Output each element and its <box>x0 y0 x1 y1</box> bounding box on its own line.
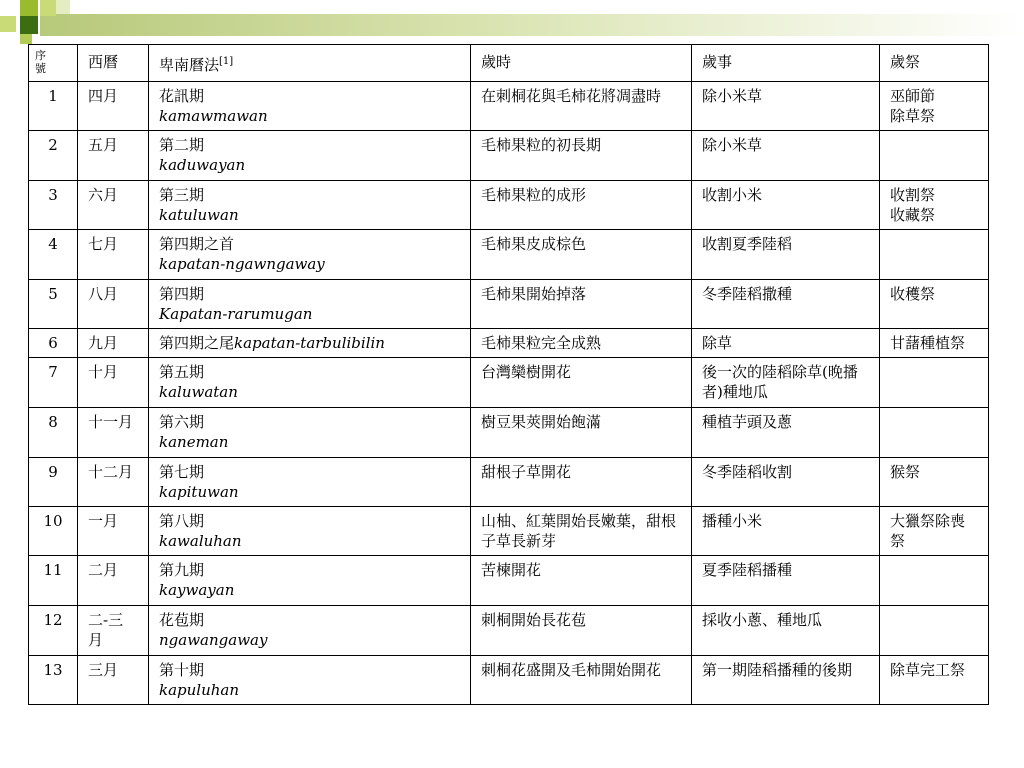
cell-work <box>692 606 880 656</box>
cell-work <box>692 181 880 230</box>
cell-season <box>471 606 692 656</box>
cell-period <box>149 181 471 230</box>
table-row <box>29 507 989 556</box>
row-index: 3 <box>48 186 58 204</box>
cell-period <box>149 606 471 656</box>
row-period-term: kapuluhan <box>159 681 240 699</box>
cell-index <box>29 230 78 280</box>
cell-period <box>149 408 471 458</box>
cell-season <box>471 656 692 705</box>
table-row <box>29 458 989 507</box>
row-period-name: 第九期 <box>159 561 205 579</box>
banner-square <box>0 16 16 32</box>
cell-index <box>29 358 78 408</box>
row-period-name: 第六期 <box>159 413 205 431</box>
table-header-row <box>29 45 989 82</box>
row-index: 11 <box>43 561 63 579</box>
row-month: 十一月 <box>88 413 134 431</box>
cell-work <box>692 230 880 280</box>
cell-index <box>29 181 78 230</box>
row-month: 十二月 <box>88 463 134 481</box>
row-month: 四月 <box>88 87 119 105</box>
row-ritual: 除草完工祭 <box>890 661 966 679</box>
row-season: 毛柿果粒完全成熟 <box>481 334 602 352</box>
cell-index <box>29 280 78 329</box>
row-period-term: kaneman <box>159 433 229 451</box>
row-month: 八月 <box>88 285 119 303</box>
row-month: 六月 <box>88 186 119 204</box>
row-index: 5 <box>48 285 58 303</box>
header-index-label: 序 號 <box>35 49 46 75</box>
row-period-name: 第四期 <box>159 285 205 303</box>
cell-season <box>471 358 692 408</box>
banner-square <box>20 34 32 44</box>
table-row <box>29 82 989 131</box>
cell-ritual <box>880 556 989 606</box>
table-row <box>29 280 989 329</box>
cell-month <box>78 131 149 181</box>
row-month: 三月 <box>88 661 119 679</box>
table-row <box>29 230 989 280</box>
cell-ritual <box>880 358 989 408</box>
banner-square <box>56 0 70 14</box>
cell-index <box>29 656 78 705</box>
row-season: 山柚、紅葉開始長嫩葉，甜根子草長新芽 <box>481 512 677 550</box>
table-row <box>29 131 989 181</box>
cell-period <box>149 507 471 556</box>
cell-season <box>471 280 692 329</box>
row-ritual: 甘藷種植祭 <box>890 334 966 352</box>
row-index: 7 <box>48 363 58 381</box>
cell-season <box>471 408 692 458</box>
row-period-term: kaluwatan <box>159 383 238 401</box>
header-work <box>692 45 880 82</box>
table-row <box>29 656 989 705</box>
table-body <box>29 82 989 705</box>
calendar-table-container <box>28 44 988 705</box>
cell-season <box>471 507 692 556</box>
row-work: 冬季陸稻收割 <box>702 463 793 481</box>
cell-work <box>692 656 880 705</box>
row-season: 在刺桐花與毛柿花將凋盡時 <box>481 87 662 105</box>
cell-period <box>149 458 471 507</box>
cell-period <box>149 656 471 705</box>
row-ritual: 收穫祭 <box>890 285 936 303</box>
row-work: 除小米草 <box>702 87 763 105</box>
row-period-term: kapituwan <box>159 483 239 501</box>
cell-work <box>692 131 880 181</box>
cell-ritual <box>880 507 989 556</box>
cell-index <box>29 606 78 656</box>
banner-square <box>40 0 56 16</box>
cell-season <box>471 556 692 606</box>
header-season <box>471 45 692 82</box>
banner-gradient-bar <box>40 14 1024 36</box>
banner-square <box>20 16 38 34</box>
cell-index <box>29 507 78 556</box>
row-ritual: 收割祭 收藏祭 <box>890 186 936 224</box>
header-gregorian <box>78 45 149 82</box>
cell-work <box>692 280 880 329</box>
row-ritual: 猴祭 <box>890 463 921 481</box>
row-period-name: 第八期 <box>159 512 205 530</box>
cell-season <box>471 82 692 131</box>
row-month: 二月 <box>88 561 119 579</box>
cell-work <box>692 329 880 358</box>
cell-month <box>78 280 149 329</box>
row-month: 一月 <box>88 512 119 530</box>
cell-month <box>78 408 149 458</box>
cell-season <box>471 230 692 280</box>
header-gregorian-label: 西曆 <box>88 53 119 71</box>
row-work: 後一次的陸稻除草(晚播者)種地瓜 <box>702 363 858 401</box>
row-month: 九月 <box>88 334 119 352</box>
cell-work <box>692 408 880 458</box>
cell-ritual <box>880 280 989 329</box>
table-row <box>29 181 989 230</box>
cell-month <box>78 82 149 131</box>
header-calendar-label: 卑南曆法 <box>159 56 220 74</box>
row-index: 4 <box>48 235 58 253</box>
row-period-term: kamawmawan <box>159 107 268 125</box>
row-period-name: 花苞期 <box>159 611 205 629</box>
cell-work <box>692 358 880 408</box>
row-period-term: katuluwan <box>159 206 239 224</box>
row-work: 收割小米 <box>702 186 763 204</box>
header-index <box>29 45 78 82</box>
table-row <box>29 556 989 606</box>
row-work: 第一期陸稻播種的後期 <box>702 661 853 679</box>
row-work: 除小米草 <box>702 136 763 154</box>
row-season: 苦楝開花 <box>481 561 542 579</box>
row-period-term: kaywayan <box>159 581 235 599</box>
header-calendar <box>149 45 471 82</box>
cell-work <box>692 556 880 606</box>
row-period-name: 第二期 <box>159 136 205 154</box>
cell-season <box>471 181 692 230</box>
row-period-term: Kapatan-rarumugan <box>159 305 313 323</box>
cell-season <box>471 329 692 358</box>
cell-work <box>692 507 880 556</box>
row-season: 台灣欒樹開花 <box>481 363 572 381</box>
row-season: 毛柿果開始掉落 <box>481 285 587 303</box>
decorative-banner <box>0 0 1024 44</box>
row-period-term: ngawangaway <box>159 631 268 649</box>
cell-ritual <box>880 408 989 458</box>
row-month: 二-三月 <box>88 611 124 649</box>
cell-period <box>149 280 471 329</box>
cell-month <box>78 358 149 408</box>
row-period-name: 第四期之首 <box>159 235 235 253</box>
table-row <box>29 606 989 656</box>
row-index: 2 <box>48 136 58 154</box>
row-work: 播種小米 <box>702 512 763 530</box>
row-work: 冬季陸稻撒種 <box>702 285 793 303</box>
row-work: 種植芋頭及蔥 <box>702 413 793 431</box>
row-season: 毛柿果粒的初長期 <box>481 136 602 154</box>
cell-month <box>78 656 149 705</box>
cell-period <box>149 358 471 408</box>
row-season: 甜根子草開花 <box>481 463 572 481</box>
cell-ritual <box>880 82 989 131</box>
cell-period <box>149 329 471 358</box>
table-row <box>29 408 989 458</box>
row-period-term: kaduwayan <box>159 156 246 174</box>
cell-month <box>78 458 149 507</box>
cell-work <box>692 82 880 131</box>
row-period-name: 第七期 <box>159 463 205 481</box>
row-work: 除草 <box>702 334 733 352</box>
cell-ritual <box>880 606 989 656</box>
row-period-name: 第四期之尾 <box>159 334 235 352</box>
table-row <box>29 329 989 358</box>
row-index: 10 <box>43 512 63 530</box>
row-ritual: 大獵祭除喪祭 <box>890 512 966 550</box>
cell-period <box>149 82 471 131</box>
row-index: 12 <box>43 611 63 629</box>
row-period-name: 第三期 <box>159 186 205 204</box>
row-season: 毛柿果皮成棕色 <box>481 235 587 253</box>
cell-month <box>78 606 149 656</box>
cell-index <box>29 131 78 181</box>
cell-period <box>149 556 471 606</box>
cell-ritual <box>880 131 989 181</box>
row-period-term: kapatan-tarbulibilin <box>234 334 385 352</box>
cell-index <box>29 82 78 131</box>
row-month: 十月 <box>88 363 119 381</box>
header-calendar-footnote: [1] <box>219 56 234 67</box>
header-ritual-label: 歲祭 <box>890 53 921 71</box>
cell-index <box>29 329 78 358</box>
cell-period <box>149 230 471 280</box>
cell-index <box>29 556 78 606</box>
row-ritual: 巫師節 除草祭 <box>890 87 936 125</box>
row-season: 刺桐開始長花苞 <box>481 611 587 629</box>
header-ritual <box>880 45 989 82</box>
row-period-name: 第五期 <box>159 363 205 381</box>
cell-ritual <box>880 656 989 705</box>
cell-season <box>471 458 692 507</box>
cell-period <box>149 131 471 181</box>
row-period-name: 第十期 <box>159 661 205 679</box>
row-work: 採收小蔥、種地瓜 <box>702 611 823 629</box>
cell-month <box>78 181 149 230</box>
row-season: 毛柿果粒的成形 <box>481 186 587 204</box>
puyuma-calendar-table <box>28 44 989 705</box>
row-month: 五月 <box>88 136 119 154</box>
row-period-name: 花訊期 <box>159 87 205 105</box>
cell-ritual <box>880 458 989 507</box>
cell-index <box>29 458 78 507</box>
cell-ritual <box>880 329 989 358</box>
row-work: 收割夏季陸稻 <box>702 235 793 253</box>
header-work-label: 歲事 <box>702 53 733 71</box>
cell-month <box>78 329 149 358</box>
cell-index <box>29 408 78 458</box>
row-month: 七月 <box>88 235 119 253</box>
row-period-term: kapatan-ngawngaway <box>159 255 325 273</box>
row-index: 13 <box>43 661 63 679</box>
row-season: 樹豆果莢開始飽滿 <box>481 413 602 431</box>
row-work: 夏季陸稻播種 <box>702 561 793 579</box>
table-row <box>29 358 989 408</box>
header-season-label: 歲時 <box>481 53 512 71</box>
row-index: 6 <box>48 334 58 352</box>
row-index: 9 <box>48 463 58 481</box>
row-season: 刺桐花盛開及毛柿開始開花 <box>481 661 662 679</box>
row-index: 8 <box>48 413 58 431</box>
row-index: 1 <box>48 87 58 105</box>
cell-month <box>78 556 149 606</box>
row-period-term: kawaluhan <box>159 532 242 550</box>
cell-month <box>78 230 149 280</box>
cell-work <box>692 458 880 507</box>
cell-ritual <box>880 181 989 230</box>
cell-month <box>78 507 149 556</box>
cell-season <box>471 131 692 181</box>
cell-ritual <box>880 230 989 280</box>
